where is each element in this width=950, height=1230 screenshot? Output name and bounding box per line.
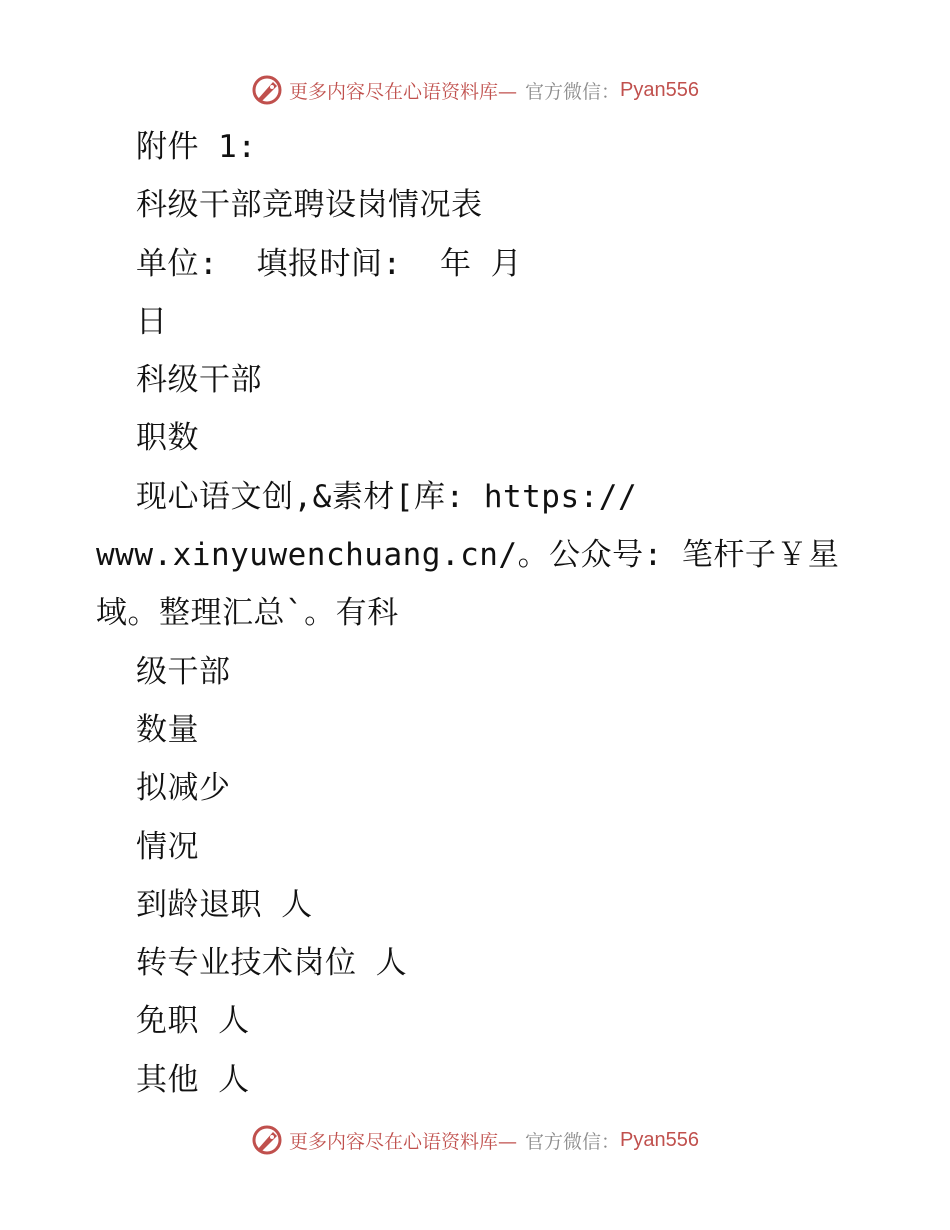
header-watermark-banner xyxy=(0,70,950,110)
document-line: 级干部 xyxy=(136,653,231,690)
document-line: 附件 1: xyxy=(136,129,257,165)
document-line: 职数 xyxy=(136,420,199,457)
document-line: 到龄退职 人 xyxy=(136,886,313,923)
document-body xyxy=(96,118,840,1109)
document-line: 科级干部竞聘设岗情况表 xyxy=(136,187,483,224)
document-line: 域。整理汇总`。有科 xyxy=(96,595,399,632)
document-line: 情况 xyxy=(136,828,199,865)
document-line: 免职 人 xyxy=(136,1003,250,1040)
document-line: 单位: 填报时间: 年 月 xyxy=(136,245,523,282)
document-line: 数量 xyxy=(136,711,199,748)
document-line: 日 xyxy=(136,303,168,340)
banner-wechat-id: Pyan556 xyxy=(620,78,699,101)
document-line: 拟减少 xyxy=(136,770,231,807)
pen-nib-logo-icon xyxy=(251,74,283,106)
banner-text: 更多内容尽在心语资料库— xyxy=(289,80,518,103)
footer-watermark-banner xyxy=(0,1120,950,1160)
document-line: www.xinyuwenchuang.cn/。公众号: 笔杆子￥星 xyxy=(96,537,840,574)
document-line: 现心语文创,&素材[库: https:// xyxy=(136,478,638,515)
pen-nib-logo-icon xyxy=(251,1124,283,1156)
banner-wechat-label: 官方微信： xyxy=(525,80,621,103)
banner-wechat-label: 官方微信： xyxy=(525,1130,621,1153)
document-line: 转专业技术岗位 人 xyxy=(136,945,408,982)
banner-text: 更多内容尽在心语资料库— xyxy=(289,1130,518,1153)
document-line: 其他 人 xyxy=(136,1061,250,1098)
document-line: 科级干部 xyxy=(136,362,262,399)
banner-wechat-id: Pyan556 xyxy=(620,1128,699,1151)
